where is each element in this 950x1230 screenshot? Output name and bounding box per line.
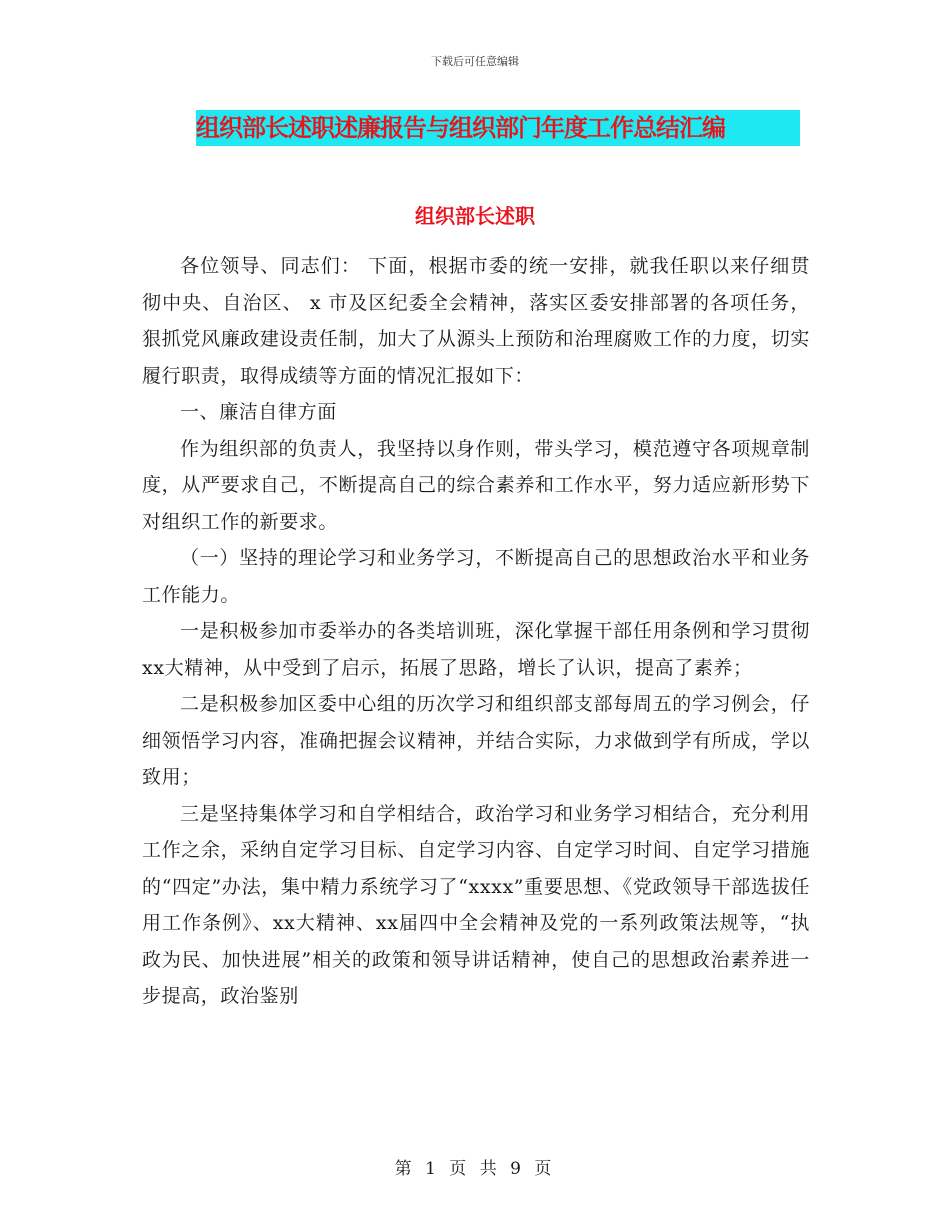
paragraph: （一）坚持的理论学习和业务学习，不断提高自己的思想政治水平和业务工作能力。 [142, 547, 810, 606]
paragraph: 二是积极参加区委中心组的历次学习和组织部支部每周五的学习例会，仔细领悟学习内容，准确把握会议精神，并结合实际，力求做到学有所成，学以致用； [142, 693, 810, 788]
paragraph: 作为组织部的负责人，我坚持以身作则，带头学习，模范遵守各项规章制度，从严要求自己，不断提高自己的综合素养和工作水平，努力适应新形势下对组织工作的新要求。 [142, 437, 810, 533]
document-title-highlight [196, 110, 800, 146]
document-body [142, 248, 810, 1015]
paragraph: 一是积极参加市委举办的各类培训班，深化掌握干部任用条例和学习贯彻xx大精神，从中受到了启示，拓展了思路，增长了认识，提高了素养； [142, 620, 810, 679]
paragraph: 三是坚持集体学习和自学相结合，政治学习和业务学习相结合，充分利用工作之余，采纳自定学习目标、自定学习内容、自定学习时间、自定学习措施的“四定”办法，集中精力系统学习了“xxxx”重要思想、《党政领导干部选拔任用工作条例》、xx大精神、xx届四中全会精神及党的一系列政策法规等，“执政为民、加快进展”相关的政策和领导讲话精神，使自己的思想政治素养进一步提高，政治鉴别 [142, 802, 810, 1007]
page-number: 第 1 页 共 9 页 [394, 1159, 556, 1179]
paragraph: 一、廉洁自律方面 [180, 401, 337, 423]
header-note: 下载后可任意编辑 [431, 55, 519, 68]
section-title: 组织部长述职 [415, 204, 535, 228]
paragraph: 各位领导、同志们： 下面，根据市委的统一安排，就我任职以来仔细贯彻中央、自治区、 x 市及区纪委全会精神，落实区委安排部署的各项任务，狠抓党风廉政建设责任制，加大了从源头上预防和治理腐败工作的力度，切实履行职责，取得成绩等方面的情况汇报如下： [142, 255, 810, 387]
document-title: 组织部长述职述廉报告与组织部门年度工作总结汇编 [196, 113, 725, 142]
